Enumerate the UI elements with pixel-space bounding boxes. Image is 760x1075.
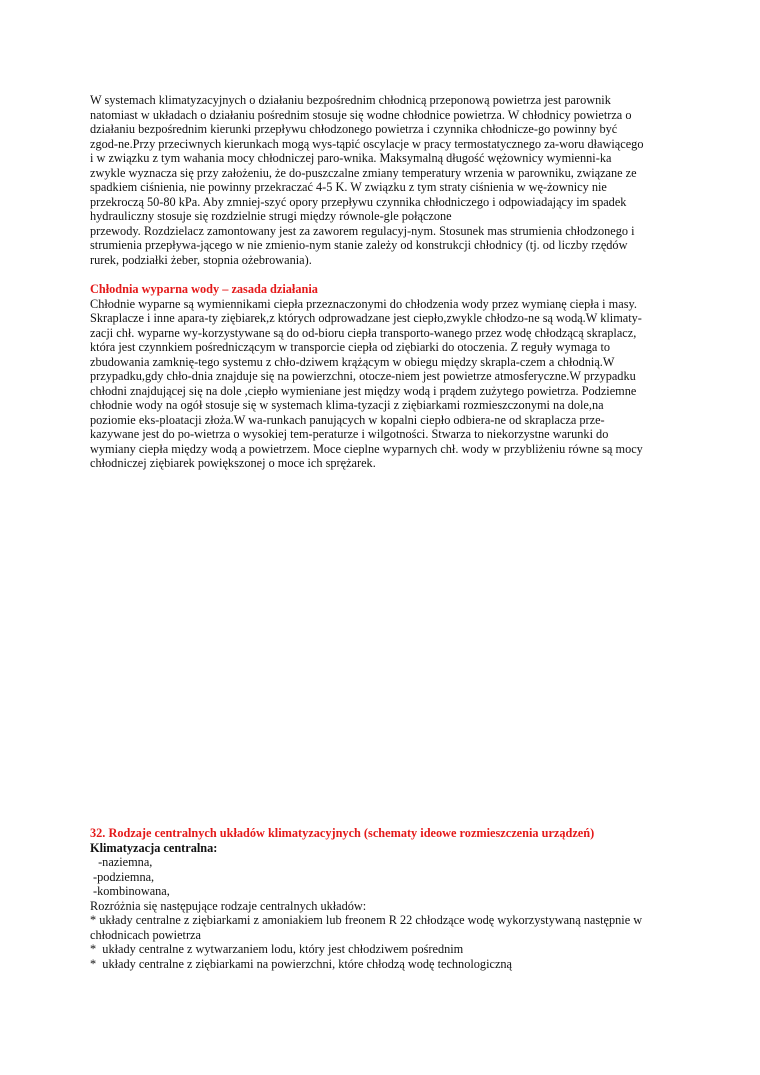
bullet-item: * układy centralne z wytwarzaniem lodu, który jest chłodziwem pośrednim [90, 942, 464, 956]
text-line: spadkiem ciśnienia, nie powinny przekraczać 4-5 K. W związku z tym straty ciśnienia w wę-żownicy nie [90, 180, 607, 194]
section-heading: 32. Rodzaje centralnych układów klimatyzacyjnych (schematy ideowe rozmieszczenia urządzeń) [90, 826, 595, 840]
text-line: Skraplacze i inne apara-ty ziębiarek,z których odprowadzane jest ciepło,zwykle chłodzo-ne są wodą.W klimaty- [90, 311, 642, 325]
list-item: -kombinowana, [93, 884, 170, 898]
section-central-systems [90, 826, 670, 971]
text-line: przekroczą 50-80 kPa. Aby zmniej-szyć opory przepływu czynnika chłodniczego i odpowiadający im spadek [90, 194, 627, 209]
text-line: strumienia przepływa-jącego w nie zmienio-nym stanie zależy od konstrukcji chłodnicy (tj. od liczby rzędów [90, 238, 628, 252]
text-line: Chłodnie wyparne są wymiennikami ciepła przeznaczonymi do chłodzenia wody przez wymianę ciepła i masy. [90, 296, 637, 311]
text-line: chłodnie wody na ogół stosuje się w systemach klima-tyzacji z ziębiarkami rozmieszczonymi na dole,na [90, 398, 604, 412]
text-line: W systemach klimatyzacyjnych o działaniu bezpośrednim chłodnicą przeponową powietrza jest parownik [90, 93, 611, 107]
intro-paragraph [90, 93, 670, 267]
text-line: poziomie eks-ploatacji złoża.W wa-runkach panujących w kopalni ciepło odbiera-ne od skraplacza prze- [90, 412, 605, 427]
text-line: przewody. Rozdzielacz zamontowany jest za zaworem regulacyj-nym. Stosunek mas strumienia chłodzonego i [90, 223, 635, 238]
text-line: hydrauliczny stosuje się rozdzielnie strugi między równole-gle połączone [90, 209, 452, 223]
text-line: działaniu bezpośrednim kierunki przepływu chłodzonego powietrza i czynnika chłodnicze-go powinny być [90, 122, 618, 136]
bullet-item: * układy centralne z ziębiarkami na powierzchni, które chłodzą wodę technologiczną [90, 956, 513, 971]
text-line: zacji chł. wyparne wy-korzystywane są do od-bioru ciepła transporto-wanego przez wodę chłodzącą skraplacz, [90, 325, 637, 340]
text-line: kazywane jest do po-wietrza o wysokiej tem-peraturze i wilgotności. Stwarza to niekorzystne warunki do [90, 427, 609, 441]
text-line: zbudowania zamknię-tego systemu z chło-dziwem krążącym w obiegu między skrapla-czem a chłodnią.W [90, 354, 615, 369]
text-line: wymiany ciepła między wodą a powietrzem. Moce cieplne wyparnych chł. wody w przybliżeniu równe są mocy [90, 441, 643, 456]
text-line: przypadku,gdy chło-dnia znajduje się na powierzchni, otocze-niem jest powietrze atmosferyczne.W przypadku [90, 369, 636, 383]
bullet-item-continuation: chłodnicach powietrza [90, 927, 201, 942]
text-line: zwykle wyznacza się przy założeniu, że do-puszczalne zmiany temperatury wrzenia w parowniku, związane ze [90, 165, 637, 180]
text-line: natomiast w układach o działaniu pośrednim stosuje się wodne chłodnice powietrza. W chłodnicy powietrza o [90, 107, 632, 122]
list-item: -naziemna, [95, 855, 153, 869]
text-line: chłodniczej ziębiarek powiększonej o moce ich sprężarek. [90, 456, 376, 470]
text-line: chłodni znajdującej się na dole ,ciepło wymieniane jest między wodą i prądem zużytego powietrza. Podziemne [90, 383, 637, 398]
text-line: która jest czynnkiem pośredniczącym w transporcie ciepła od ziębiarki do otoczenia. Z reguły wymaga to [90, 340, 611, 354]
text-line: Rozróżnia się następujące rodzaje centralnych układów: [90, 898, 367, 913]
text-line: rurek, podziałki żeber, stopnia ożebrowania). [90, 252, 312, 267]
list-item: -podziemna, [93, 869, 155, 884]
section-heading: Chłodnia wyparna wody – zasada działania [90, 282, 318, 296]
text-line: i w związku z tym wahania mocy chłodniczej paro-wnika. Maksymalną długość wężownicy wymienni-ka [90, 151, 612, 165]
subheading: Klimatyzacja centralna: [90, 840, 218, 855]
section-evaporative-cooler [90, 282, 670, 471]
bullet-item: * układy centralne z ziębiarkami z amoniakiem lub freonem R 22 chłodzące wodę wykorzystywaną następnie w [90, 913, 643, 927]
text-line: zgod-ne.Przy przeciwnych kierunkach mogą wys-tąpić oscylacje w pracy termostatycznego za-woru dławiącego [90, 136, 644, 151]
